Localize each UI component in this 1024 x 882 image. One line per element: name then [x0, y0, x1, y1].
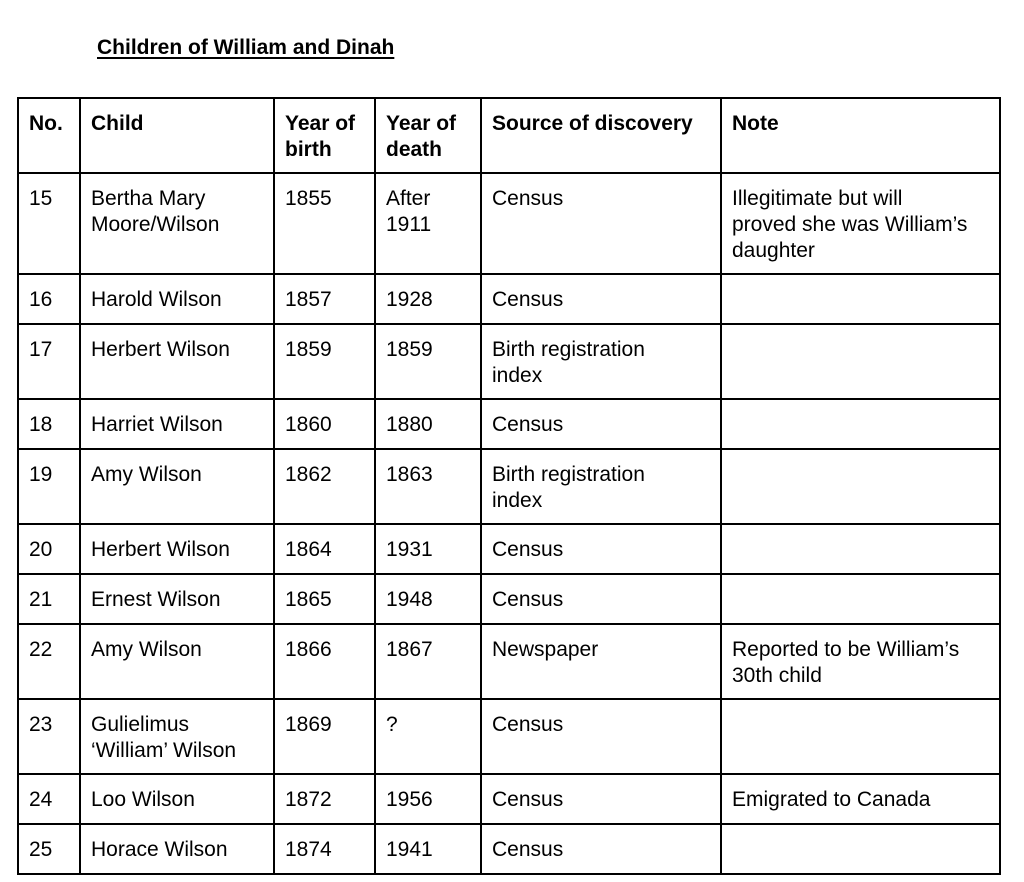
header-source: Source of discovery [481, 98, 721, 173]
cell-child: Amy Wilson [80, 624, 274, 699]
cell-year-of-death: 1941 [375, 824, 481, 874]
cell-note [721, 524, 1000, 574]
header-note: Note [721, 98, 1000, 173]
table-row [18, 624, 1000, 699]
cell-year-of-birth: 1857 [274, 274, 375, 324]
cell-year-of-death: 1863 [375, 449, 481, 524]
cell-child: Harriet Wilson [80, 399, 274, 449]
page-title: Children of William and Dinah [97, 36, 395, 59]
cell-no: 18 [18, 399, 80, 449]
cell-year-of-death: ? [375, 699, 481, 774]
cell-child: Horace Wilson [80, 824, 274, 874]
cell-no: 23 [18, 699, 80, 774]
table-row [18, 449, 1000, 524]
table-row [18, 324, 1000, 399]
cell-year-of-birth: 1874 [274, 824, 375, 874]
cell-no: 24 [18, 774, 80, 824]
cell-note [721, 399, 1000, 449]
table-row [18, 574, 1000, 624]
cell-source: Census [481, 699, 721, 774]
cell-child: Bertha Mary Moore/Wilson [80, 173, 274, 274]
cell-child: Ernest Wilson [80, 574, 274, 624]
header-no: No. [18, 98, 80, 173]
cell-source: Birth registration index [481, 324, 721, 399]
table-row [18, 774, 1000, 824]
cell-no: 17 [18, 324, 80, 399]
cell-source: Census [481, 399, 721, 449]
cell-year-of-death: 1867 [375, 624, 481, 699]
cell-year-of-birth: 1866 [274, 624, 375, 699]
header-child: Child [80, 98, 274, 173]
cell-source: Census [481, 824, 721, 874]
table-row [18, 173, 1000, 274]
cell-source: Newspaper [481, 624, 721, 699]
children-table [17, 97, 1001, 875]
cell-year-of-birth: 1855 [274, 173, 375, 274]
cell-year-of-death: 1956 [375, 774, 481, 824]
cell-no: 20 [18, 524, 80, 574]
cell-year-of-death: 1948 [375, 574, 481, 624]
cell-child: Harold Wilson [80, 274, 274, 324]
table-row [18, 524, 1000, 574]
cell-child: Loo Wilson [80, 774, 274, 824]
cell-child: Amy Wilson [80, 449, 274, 524]
table-row [18, 274, 1000, 324]
cell-year-of-birth: 1860 [274, 399, 375, 449]
cell-source: Census [481, 774, 721, 824]
cell-year-of-birth: 1859 [274, 324, 375, 399]
cell-no: 16 [18, 274, 80, 324]
cell-year-of-death: After 1911 [375, 173, 481, 274]
cell-note [721, 324, 1000, 399]
cell-note: Illegitimate but will proved she was William’s daughter [721, 173, 1000, 274]
cell-year-of-birth: 1864 [274, 524, 375, 574]
table-row [18, 699, 1000, 774]
cell-year-of-birth: 1869 [274, 699, 375, 774]
table-row [18, 399, 1000, 449]
cell-source: Census [481, 574, 721, 624]
cell-child: Herbert Wilson [80, 524, 274, 574]
cell-no: 15 [18, 173, 80, 274]
cell-child: Gulielimus ‘William’ Wilson [80, 699, 274, 774]
table-header-row [18, 98, 1000, 173]
cell-source: Birth registration index [481, 449, 721, 524]
cell-no: 22 [18, 624, 80, 699]
cell-note [721, 449, 1000, 524]
cell-year-of-death: 1880 [375, 399, 481, 449]
cell-no: 21 [18, 574, 80, 624]
header-year-of-death: Year of death [375, 98, 481, 173]
table-body [18, 173, 1000, 874]
cell-child: Herbert Wilson [80, 324, 274, 399]
table-row [18, 824, 1000, 874]
cell-year-of-death: 1928 [375, 274, 481, 324]
cell-no: 19 [18, 449, 80, 524]
cell-source: Census [481, 173, 721, 274]
cell-note [721, 699, 1000, 774]
cell-year-of-birth: 1862 [274, 449, 375, 524]
cell-note [721, 274, 1000, 324]
header-year-of-birth: Year of birth [274, 98, 375, 173]
cell-note [721, 574, 1000, 624]
cell-note: Reported to be William’s 30th child [721, 624, 1000, 699]
cell-note: Emigrated to Canada [721, 774, 1000, 824]
cell-year-of-death: 1859 [375, 324, 481, 399]
cell-note [721, 824, 1000, 874]
cell-source: Census [481, 524, 721, 574]
cell-source: Census [481, 274, 721, 324]
cell-year-of-death: 1931 [375, 524, 481, 574]
cell-year-of-birth: 1872 [274, 774, 375, 824]
cell-no: 25 [18, 824, 80, 874]
cell-year-of-birth: 1865 [274, 574, 375, 624]
